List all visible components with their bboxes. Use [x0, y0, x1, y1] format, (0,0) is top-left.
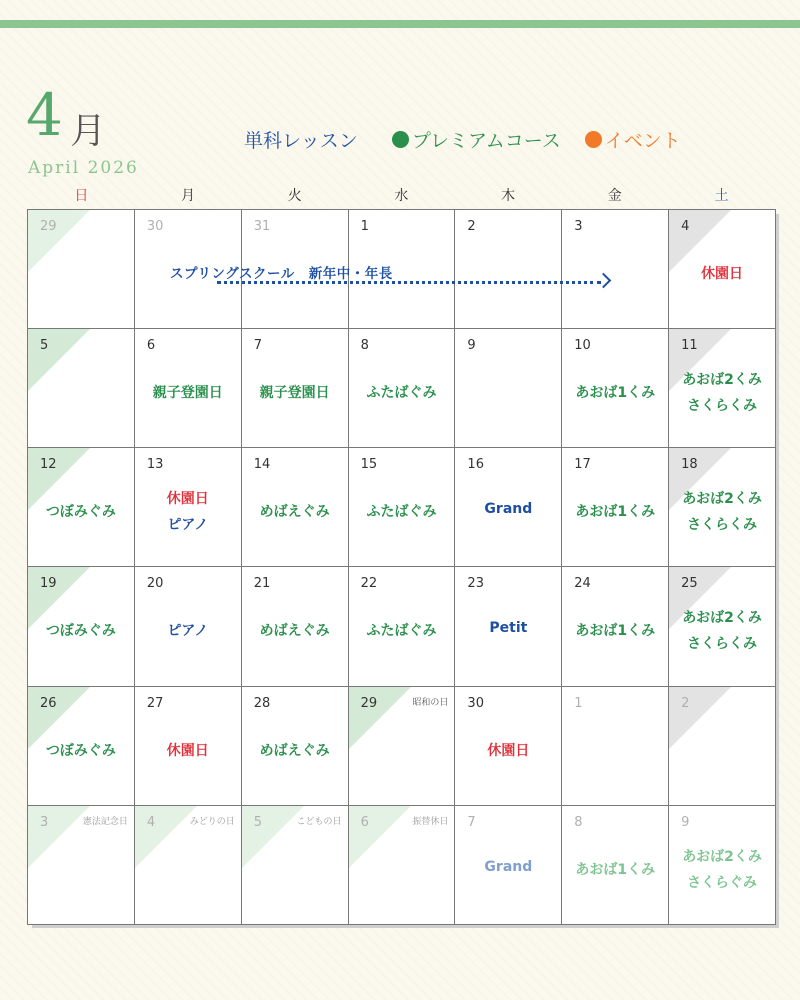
day-cell — [242, 329, 349, 448]
day-cell — [135, 329, 242, 448]
event-label: Grand — [484, 858, 533, 875]
event-label: めばえぐみ — [259, 623, 330, 640]
day-number: 2 — [681, 695, 690, 711]
holiday-label: 憲法記念日 — [82, 816, 128, 827]
day-number: 23 — [467, 576, 484, 592]
day-cell — [669, 448, 776, 567]
event-label: さくらぐみ — [687, 874, 758, 891]
day-cell — [349, 567, 456, 686]
event-label: あおば2くみ — [682, 610, 762, 627]
event-label: ふたばぐみ — [366, 504, 437, 521]
day-number: 16 — [467, 457, 484, 473]
day-cell — [28, 448, 135, 567]
day-number: 7 — [253, 338, 262, 354]
orange-dot-icon — [585, 131, 602, 148]
day-number: 8 — [360, 338, 369, 354]
day-cell — [28, 210, 135, 329]
day-cell — [242, 806, 349, 925]
day-number: 14 — [253, 457, 271, 473]
day-cell — [242, 687, 349, 806]
day-cell — [28, 329, 135, 448]
day-number: 31 — [253, 219, 271, 234]
day-cell — [669, 210, 776, 329]
weekday-fri: 金 — [607, 188, 622, 204]
day-cell — [349, 806, 456, 925]
weekday-mon: 月 — [181, 188, 196, 204]
event-label: さくらくみ — [687, 636, 758, 653]
event-label: つぼみぐみ — [45, 504, 116, 521]
event-label: ピアノ — [167, 623, 209, 640]
day-number: 25 — [681, 576, 698, 592]
event-label: あおば1くみ — [575, 623, 656, 640]
event-label: 休園日 — [701, 266, 744, 282]
event-label: あおば1くみ — [575, 861, 656, 878]
event-label: つぼみぐみ — [45, 742, 116, 759]
event-label: あおば1くみ — [575, 504, 656, 521]
month-number: 4 — [26, 81, 63, 149]
day-cell — [562, 448, 669, 567]
day-number: 28 — [253, 695, 271, 711]
day-number: 30 — [467, 695, 484, 711]
event-label: さくらくみ — [687, 517, 758, 534]
corner-triangle — [349, 806, 411, 868]
weekday-sun: 日 — [74, 188, 89, 204]
corner-triangle — [135, 806, 197, 868]
day-number: 15 — [360, 457, 378, 473]
calendar-grid — [27, 209, 776, 925]
event-label: あおば2くみ — [682, 372, 762, 389]
spring-school-dotted-line — [217, 281, 601, 284]
day-cell — [455, 210, 562, 329]
day-cell — [669, 567, 776, 686]
event-label: ふたばぐみ — [366, 623, 437, 640]
day-number: 9 — [467, 338, 476, 354]
day-number: 1 — [574, 695, 583, 711]
day-number: 1 — [360, 219, 369, 234]
day-number: 5 — [253, 814, 262, 830]
day-cell — [455, 329, 562, 448]
weekday-wed: 水 — [394, 188, 409, 204]
day-cell — [349, 448, 456, 567]
day-cell — [669, 806, 776, 925]
day-cell — [455, 687, 562, 806]
corner-triangle — [28, 210, 90, 272]
corner-triangle — [28, 329, 90, 391]
spring-school-banner: スプリングスクール 新年中・年長 — [170, 266, 393, 282]
day-cell — [669, 329, 776, 448]
day-cell — [28, 806, 135, 925]
day-number: 6 — [146, 338, 156, 354]
day-number: 3 — [40, 814, 49, 830]
day-cell — [349, 687, 456, 806]
event-label: Grand — [484, 501, 533, 518]
day-cell — [562, 329, 669, 448]
event-label: あおば1くみ — [575, 385, 656, 402]
day-cell — [455, 448, 562, 567]
day-cell — [455, 806, 562, 925]
day-number: 8 — [574, 814, 583, 830]
day-number: 29 — [40, 219, 57, 234]
corner-triangle — [242, 806, 304, 868]
day-cell — [455, 567, 562, 686]
event-label: 親子登園日 — [152, 385, 223, 402]
day-cell — [28, 687, 135, 806]
day-cell — [242, 567, 349, 686]
day-number: 19 — [40, 576, 57, 592]
legend-event-label: イベント — [604, 130, 681, 152]
day-number: 18 — [681, 457, 698, 473]
day-cell — [135, 448, 242, 567]
legend-premium-course — [392, 126, 561, 153]
weekday-tue: 火 — [287, 188, 302, 204]
event-label: あおば2くみ — [682, 491, 762, 508]
day-number: 9 — [681, 814, 690, 830]
event-label: めばえぐみ — [259, 742, 330, 759]
day-cell — [135, 687, 242, 806]
holiday-label: みどりの日 — [189, 816, 235, 827]
event-label: めばえぐみ — [259, 504, 330, 521]
green-dot-icon — [392, 131, 409, 148]
legend-event — [585, 126, 681, 153]
event-label: Petit — [489, 620, 528, 637]
day-number: 7 — [467, 814, 476, 830]
legend — [244, 126, 681, 153]
month-english: April 2026 — [28, 158, 139, 178]
holiday-label: 振替休日 — [412, 816, 449, 827]
day-cell — [135, 567, 242, 686]
day-number: 5 — [40, 338, 49, 354]
month-kanji: 月 — [70, 111, 107, 152]
weekday-header — [28, 185, 775, 205]
corner-triangle — [349, 687, 411, 749]
event-label: つぼみぐみ — [45, 623, 116, 640]
day-number: 13 — [146, 457, 164, 473]
event-label: あおば2くみ — [682, 848, 762, 865]
day-cell — [562, 687, 669, 806]
day-number: 12 — [40, 457, 57, 473]
weekday-sat: 土 — [714, 188, 729, 204]
legend-premium-label: プレミアムコース — [411, 130, 561, 152]
day-cell — [349, 329, 456, 448]
day-cell — [28, 567, 135, 686]
day-number: 4 — [146, 814, 156, 830]
day-number: 27 — [146, 695, 164, 711]
day-number: 20 — [146, 576, 164, 592]
holiday-label: 昭和の日 — [412, 697, 449, 708]
day-number: 10 — [574, 338, 591, 354]
day-number: 30 — [146, 219, 164, 234]
holiday-label: こどもの日 — [296, 816, 342, 827]
day-number: 4 — [681, 219, 690, 234]
day-number: 29 — [360, 695, 378, 711]
top-accent-bar — [0, 20, 800, 28]
weekday-thu: 木 — [501, 188, 516, 204]
day-cell — [562, 210, 669, 329]
day-cell — [242, 448, 349, 567]
legend-single-lesson: 単科レッスン — [244, 130, 358, 152]
event-label: さくらくみ — [687, 398, 758, 415]
event-label: ピアノ — [167, 517, 209, 534]
day-cell — [562, 806, 669, 925]
day-number: 2 — [467, 219, 476, 234]
event-label: 休園日 — [487, 742, 530, 759]
corner-triangle — [28, 806, 90, 868]
day-cell — [562, 567, 669, 686]
day-number: 17 — [574, 457, 591, 473]
day-number: 21 — [253, 576, 271, 592]
day-number: 6 — [360, 814, 369, 830]
day-number: 3 — [574, 219, 583, 234]
event-label: 休園日 — [166, 742, 209, 759]
event-label: ふたばぐみ — [366, 385, 437, 402]
day-cell — [669, 687, 776, 806]
day-cell — [135, 806, 242, 925]
event-label: 休園日 — [166, 491, 209, 508]
event-label: 親子登園日 — [259, 385, 330, 402]
corner-triangle — [669, 687, 731, 749]
day-number: 26 — [40, 695, 57, 711]
day-number: 24 — [574, 576, 591, 592]
day-number: 22 — [360, 576, 378, 592]
day-number: 11 — [681, 338, 698, 354]
